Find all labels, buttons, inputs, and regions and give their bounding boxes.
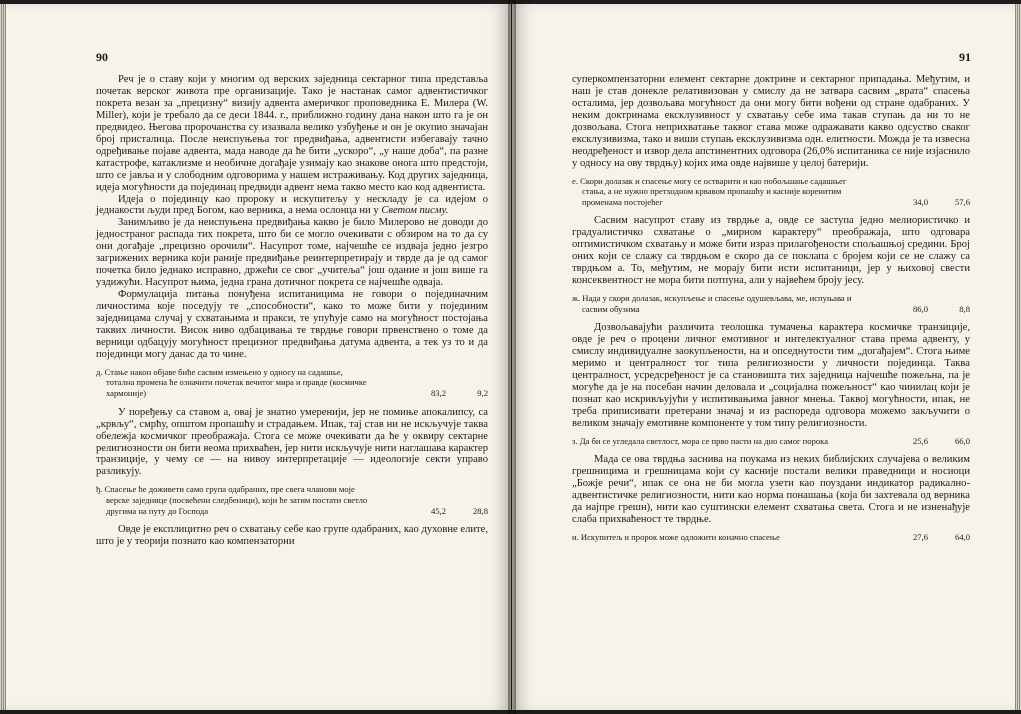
survey-item-d <box>96 367 488 399</box>
survey-item-text: з. Да би се угледала светлост, мора се прво пасти на дно самог порока <box>572 435 829 446</box>
survey-item-z <box>572 436 970 447</box>
paragraph: Формулација питања понуђена испитаницима не говори о појединачним личностима које поседују те „способности“, како то може бити у појединим заједницама случај у схватањима и пракси, те упућује само на могућност постојања таквих личности. Висок ниво одбацивања те тврдње говори првенствено о томе да верници одбацују могућност прецизног предвиђања датума адвента, а тек уз то и да појединци могу данас да то чине. <box>96 289 488 360</box>
survey-item-zh <box>572 293 970 314</box>
survey-value-agree: 27,6 <box>912 532 928 543</box>
survey-value-agree: 86,0 <box>912 303 928 314</box>
survey-value-disagree: 57,6 <box>954 196 970 207</box>
right-page <box>512 4 1015 710</box>
survey-value-agree: 34,0 <box>912 196 928 207</box>
paragraph <box>96 194 488 218</box>
survey-item-text: и. Искупитељ и пророк може одложити коначно спасење <box>572 532 780 543</box>
survey-value-disagree: 9,2 <box>477 388 488 399</box>
page-number: 91 <box>959 50 971 64</box>
paragraph: Сасвим насупрот ставу из тврдње а, овде се заступа једно мелиористичко и градуалистичко схватање о „мирном карактеру“ преображаја, што одговара оптимистичком схватању и може бити израз прилагођености спољашњој средини. Број оних који се слажу са тврдњом е скоро да се поклапа с бројем који се не слажу са тврдњом а. То, међутим, не морају бити исти испитаници, јер у њиховој свести консеквентност не мора бити потпуна, али у највећем броју јесу. <box>572 215 970 287</box>
survey-value-agree: 83,2 <box>430 388 446 399</box>
paragraph: Дозвољавајући различита теолошка тумачења карактера космичке транзиције, овде је реч о процени личног емотивног и интелектуалног става према адвенту, у смислу индивидуалне заокупљености, на и опседнутости тим „догађајем“. Стога њиме меримо и централност тог типа религиозности у личности појединца. Таква централност, усредсређеност је са становишта тих заједница најчешће пожељна, па је могуће да је на посебан начин деловала и „социјална пожељност“ као чинилац који је познат као искривљујући у испитивањима јавног мнења. Таквој могућности, ипак, не треба приписивати претерани значај и из распореда одговора можемо закључити о великом значају емотивне компоненте у том типу религиозности. <box>572 322 970 429</box>
survey-item-i <box>572 532 970 543</box>
left-page-text <box>96 74 488 548</box>
survey-item-dj <box>96 484 488 516</box>
paragraph: суперкомпензаторни елемент сектарне доктрине и сектарног припадања. Међутим, и наш је став донекле релативизован у смислу да не затвара сасвим „врата“ спасења осталима, јер дозвољава могућност да они могу бити вођени од стране одабраних. У неким доктринама ексклузивност у схватању себе има такав ступањ да ни то не дозвољава. Стога неприхватање таквог става може одражавати какво одсуство сваког ексклузивизма, тако и виши ступањ ексклузивизма одн. елитности. Можда је та извесна неодређеност и извор дела апстинентних одговора (26,0% испитаника се није изјаснило у односу на ову тврдњу) којих има овде највише у целој батерији. <box>572 74 970 169</box>
paragraph-text: Идеја о појединцу као пророку и искупитељу у нескладу је са идејом о једнакости људи пред Богом, као верника, а нема ослонца ни у <box>96 193 488 217</box>
left-page <box>6 4 511 710</box>
emphasis-text: Светом писму. <box>381 205 449 217</box>
paragraph: Овде је експлицитно реч о схватању себе као групе одабраних, као духовне елите, што је у теорији познато као компензаторни <box>96 524 488 548</box>
survey-value-agree: 25,6 <box>912 435 928 446</box>
paragraph: Мада се ова тврдња заснива на поукама из неких библијских случајева о великим грешницима и грешницама који су касније постали велики праведници и носиоци „Божје речи“, ипак се она не би могла узети као поуздани индикатор радикално-адвентистичке религиозности, нити као норма понашања (која би захтевала од верника да најпре грешн), нити као суштински елемент схватања света. Стога и не изненађује слаба прихваћеност те тврдње. <box>572 454 970 526</box>
paragraph: У поређењу са ставом а, овај је знатно умеренији, јер не помиње апокалипсу, са „крвљу“, смрћу, општом пропашћу и страдањем. Ипак, тај став ни не искључује таква обележја космичког преображаја. Стога се може очекивати да ће у оквиру сектарне религиозности он бити веома прихваћен, јер нити искључује нити наглашава карактер транзиције, у чему се — на нивоу интерпретације — идеологије секти управо разликују. <box>96 406 488 478</box>
survey-value-disagree: 28,8 <box>472 505 488 516</box>
survey-value-disagree: 64,0 <box>954 532 970 543</box>
survey-value-agree: 45,2 <box>430 505 446 516</box>
page-number: 90 <box>96 50 108 64</box>
right-page-text <box>572 74 970 551</box>
survey-value-disagree: 8,8 <box>959 303 970 314</box>
survey-item-text: ђ. Спасење ће доживети само група одабраних, пре свега чланови моје верске заједнице (посвећени следбеници), који ће затим постати светло другима на путу до Господа <box>96 484 368 516</box>
paragraph: Занимљиво је да неиспуњена предвиђања какво је било Милерово не доводи до једностраног распада тих покрета, што би се могло очекивати с обзиром на то да су они догађаје „прецизно орочили“. Насупрот томе, најчешће се издваја једно језгро загрижених верника који раније предвиђање реинтерпретирају и тврде да је од самог почетка било једнако исправно, држећи се свог „учитеља“ још одание и још више га уздижући. Насупрот њима, једна грана дотичног покрета се најчешће одваја. <box>96 217 488 289</box>
survey-item-text: е. Скори долазак и спасење могу се остварити и као побољшање садашњег стања, а не нужно претходном крвавом пропашћу и касније коренитим променама постојећег <box>572 175 847 207</box>
survey-value-disagree: 66,0 <box>954 435 970 446</box>
survey-item-text: д. Стање након објаве биће сасвим измењено у односу на садашње, тотална промена ће означити почетак вечитог мира и правде (космичке хармоније) <box>96 366 367 399</box>
survey-item-e <box>572 176 970 208</box>
survey-item-text: ж. Нада у скори долазак, искупљење и спасење одушевљава, ме, испуњава и сасвим обузима <box>572 293 852 314</box>
paragraph: Реч је о ставу који у многим од верских заједница сектарног типа представља почетак верског живота пре организације. Тако је настанак самог адвентистичког покрета везан за „прецизну“ визију адвента америчког проповедника Е. Милера (W. Miller), који је требало да се деси 1844. г., приближно годину дана након што га је он предвидео. Његова пророчанства су изазвала велико узбуђење и он је окупио значајан број присталица. После неиспуњења тог предвиђања, адвентисти избегавају тачно одређивање појаве адвента, мада наводе да ће бити „ускоро“, „у наше доба“, па разне катастрофе, катаклизме и необичне догађаје узимају као знакове онога што предстоји, што се јавља и у слободним одговорима у нашем истраживању. Код других заједница, идеја могућности да појединац предвиди адвент нема такво место као код адвентиста. <box>96 74 488 193</box>
book-spine <box>508 0 516 714</box>
